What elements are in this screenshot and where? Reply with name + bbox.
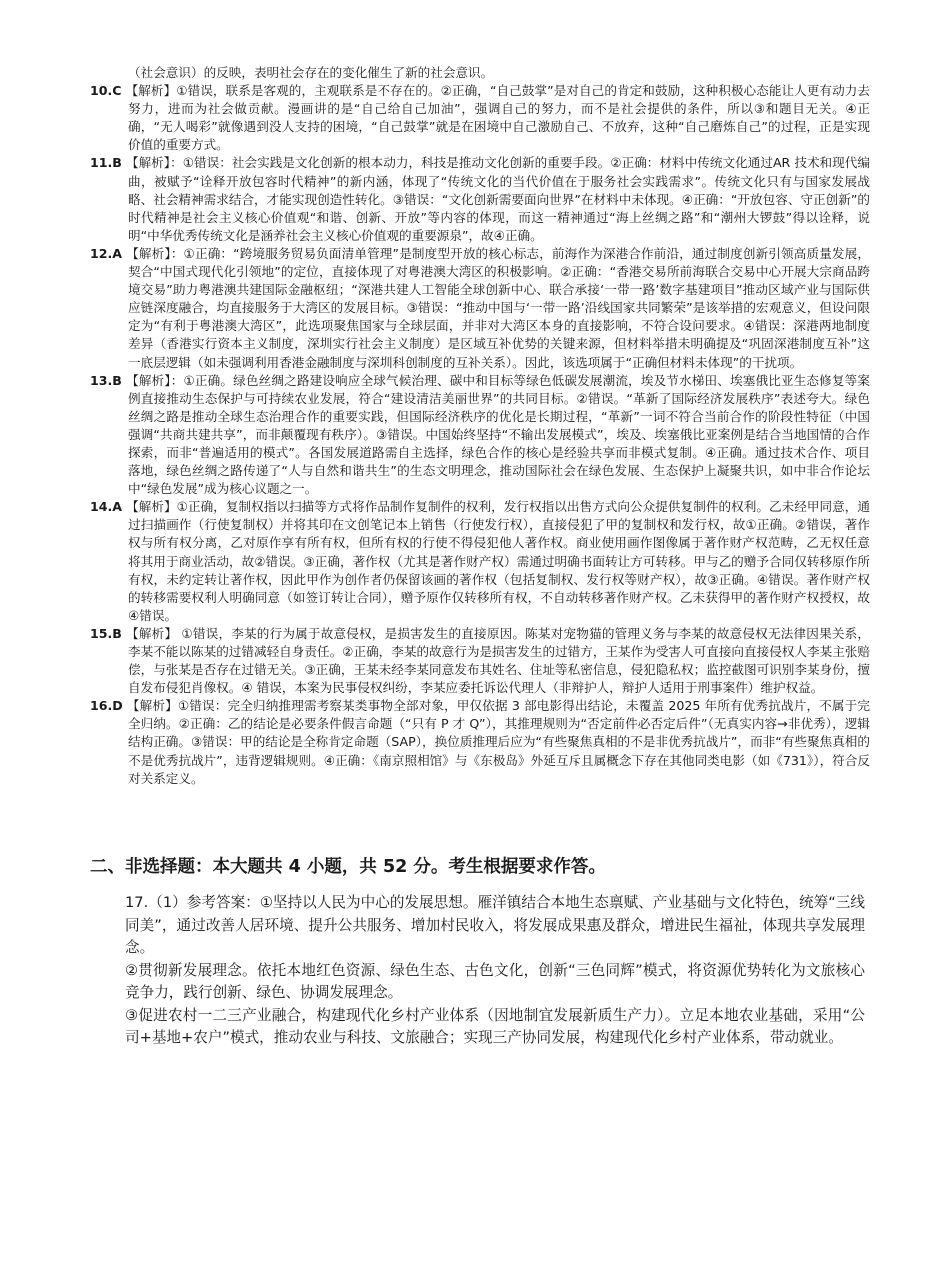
answer-item-13 — [90, 372, 870, 499]
answer-number: 13.B — [90, 372, 122, 388]
answer-number: 11.B — [90, 155, 122, 171]
answer-number: 12.A — [90, 245, 123, 261]
answer-item-16 — [90, 697, 870, 787]
answer-paragraph-3: ③促进农村一二三产业融合，构建现代化乡村产业体系（因地制宜发展新质生产力）。立足本地农业基础，采用“公司+基地+农户”模式，推动农业与科技、文旅融合；实现三产协同发展，构建现代化乡村产业体系，带动就业。 — [125, 1006, 865, 1046]
answer-explanation: 【解析】：①正确：“跨境服务贸易负面清单管理”是制度型开放的核心标志，前海作为深港合作前沿，通过制度创新引领高质量发展，契合“中国式现代化引领地”的定位，直接体现了对粤港澳大湾区的积极影响。②正确：“香港交易所前海联合交易中心开展大宗商品跨境交易”助力粤港澳共建国际金融枢纽；“深港共建人工智能全球创新中心、联合承接‘一带一路’数字基建项目”推动区域产业与国际供应链深度融合，均直接服务于大湾区的发展目标。③错误：“推动中国与‘一带一路’沿线国家共同繁荣”是该举措的宏观意义，但设问限定为“有利于粤港澳大湾区”，此选项聚焦国家与全球层面，并非对大湾区本身的直接影响，不符合设问要求。④错误：深港两地制度差异（香港实行资本主义制度，深圳实行社会主义制度）是区域互补优势的关键来源，但材料举措未明确提及“巩固深港制度互补”这一底层逻辑（如未强调利用香港金融制度与深圳科创制度的互补关系）。因此，该选项属于“正确但材料未体现”的干扰项。 — [126, 245, 870, 370]
answer-number: 14.A — [90, 499, 123, 515]
answer-explanation: 【解析】①错误：完全归纳推理需考察某类事物全部对象，甲仅依据 3 部电影得出结论，未覆盖 2025 年所有优秀抗战片，不属于完全归纳。②正确：乙的结论是必要条件假言命题（“只有 P 才 Q”），其推理规则为“否定前件必否定后件”（无真实内容→非优秀），逻辑结构正确。③错误：甲的结论是全称肯定命题（SAP），换位质推理后应为“有些聚焦真相的不是非优秀抗战片”，而非“有些聚焦真相的不是优秀抗战片”，违背逻辑规则。④正确：《南京照相馆》与《东极岛》外延互斥且属概念下存在其他同类电影（如《731》），符合反对关系定义。 — [126, 698, 870, 786]
answer-number: 16.D — [90, 698, 123, 714]
answer-item-15 — [90, 625, 870, 697]
answer-item-10 — [90, 82, 870, 154]
answer-paragraph-1: 17.（1）参考答案：①坚持以人民为中心的发展思想。雁洋镇结合本地生态禀赋、产业基础与文化特色，统筹“三线同美”，通过改善人居环境、提升公共服务、增加村民收入，将发展成果惠及群众，增进民生福祉，体现共享发展理念。 — [125, 894, 865, 956]
answer-explanation: 【解析】①错误，联系是客观的，主观联系是不存在的。②正确，“自己鼓掌”是对自己的肯定和鼓励，这种积极心态能让人更有动力去努力，进而为社会做贡献。漫画讲的是“自己给自己加油”，强调自己的努力，而不是社会提供的条件，所以③和题目无关。④正确，“无人喝彩”就像遇到没人支持的困境，“自己鼓掌”就是在困境中自己激励自己、不放弃，这种“自己磨炼自己”的过程，正是实现价值的重要方式。 — [125, 83, 870, 153]
answer-explanation: 【解析】①正确，复制权指以扫描等方式将作品制作复制件的权利，发行权指以出售方式向公众提供复制件的权利。乙未经甲同意，通过扫描画作（行使复制权）并将其印在文创笔记本上销售（行使发行权），直接侵犯了甲的复制权和发行权，故①正确。②错误，著作权与所有权分离，乙对原作享有所有权，但所有权的行使不得侵犯他人著作权。商业使用画作图像属于著作财产权范畴，乙无权任意将其用于商业活动，故②错误。③正确，著作权（尤其是著作财产权）需通过明确书面转让方可转移。甲与乙的赠予合同仅转移原作所有权，未约定转让著作权，因此甲作为创作者仍保留该画的著作权（包括复制权、发行权等财产权），故③正确。④错误。著作财产权的转移需要权利人明确同意（如签订转让合同），赠予原作仅转移所有权，不自动转移著作财产权。乙未获得甲的著作财产权授权，故④错误。 — [126, 499, 870, 623]
answer-number: 15.B — [90, 625, 122, 641]
section-heading: 二、非选择题：本大题共 4 小题，共 52 分。考生根据要求作答。 — [90, 857, 606, 877]
answer-explanation: 【解析】：①正确。绿色丝绸之路建设响应全球气候治理、碳中和目标等绿色低碳发展潮流，埃及节水梯田、埃塞俄比亚生态修复等案例直接推动生态保护与可持续农业发展，符合“建设清洁美丽世界”的共同目标。②错误。“革新了国际经济发展秩序”表述夸大。绿色丝绸之路是推动全球生态治理合作的重要实践，但国际经济秩序的优化是长期过程，“革新”一词不符合当前合作的阶段性特征（中国强调“共商共建共享”，而非颠覆现有秩序）。③错误。中国始终坚持“不输出发展模式”，埃及、埃塞俄比亚案例是结合当地国情的合作探索，而非“普遍适用的模式”。各国发展道路需自主选择，绿色合作的核心是经验共享而非模式复制。④正确。通过技术合作、项目落地，绿色丝绸之路传递了“人与自然和谐共生”的生态文明理念，推动国际社会在绿色发展、生态保护上凝聚共识，如中非合作论坛中“绿色发展”成为核心议题之一。 — [126, 372, 870, 497]
answer-number: 10.C — [90, 83, 122, 99]
answer-item-12 — [90, 245, 870, 372]
continuation-text: （社会意识）的反映，表明社会存在的变化催生了新的社会意识。 — [128, 65, 494, 80]
answer-explanation: 【解析】 ①错误，李某的行为属于故意侵权，是损害发生的直接原因。陈某对宠物猫的管理义务与李某的故意侵权无法律因果关系，李某不能以陈某的过错减轻自身责任。②正确，李某的故意行为是损害发生的过错方，王某作为受害人可直接向直接侵权人李某主张赔偿，与张某是否存在过错无关。③正确，王某未经李某同意发布其姓名、住址等私密信息，侵犯隐私权；监控截图可识别李某身份，擅自发布侵犯肖像权。④ 错误，本案为民事侵权纠纷，李某应委托诉讼代理人（非辩护人，辩护人适用于刑事案件）维护权益。 — [126, 625, 870, 696]
answer-explanation: 【解析】：①错误：社会实践是文化创新的根本动力，科技是推动文化创新的重要手段。②正确：材料中传统文化通过AR 技术和现代编曲，被赋予“诠释开放包容时代精神”的新内涵，体现了“传统文化的当代价值在于服务社会实践需求”。传统文化只有与国家发展战略、社会精神需求结合，才能实现创造性转化。③错误：“文化创新需要面向世界”在材料中未体现。④正确：“开放包容、守正创新”的时代精神是社会主义核心价值观“和谐、创新、开放”等内容的体现，而这一精神通过“海上丝绸之路”和“潮州大锣鼓”得以诠释，说明“中华优秀传统文化是涵养社会主义核心价值观的重要源泉”，故④正确。 — [125, 155, 870, 243]
answer-item-14 — [90, 498, 870, 625]
answer-paragraph-2: ②贯彻新发展理念。依托本地红色资源、绿色生态、古色文化，创新“三色同辉”模式，将资源优势转化为文旅核心竞争力，践行创新、绿色、协调发展理念。 — [125, 961, 865, 1001]
answer-item-11 — [90, 154, 870, 244]
multiple-choice-explanations — [90, 64, 870, 788]
question-17-answer — [125, 892, 865, 1050]
